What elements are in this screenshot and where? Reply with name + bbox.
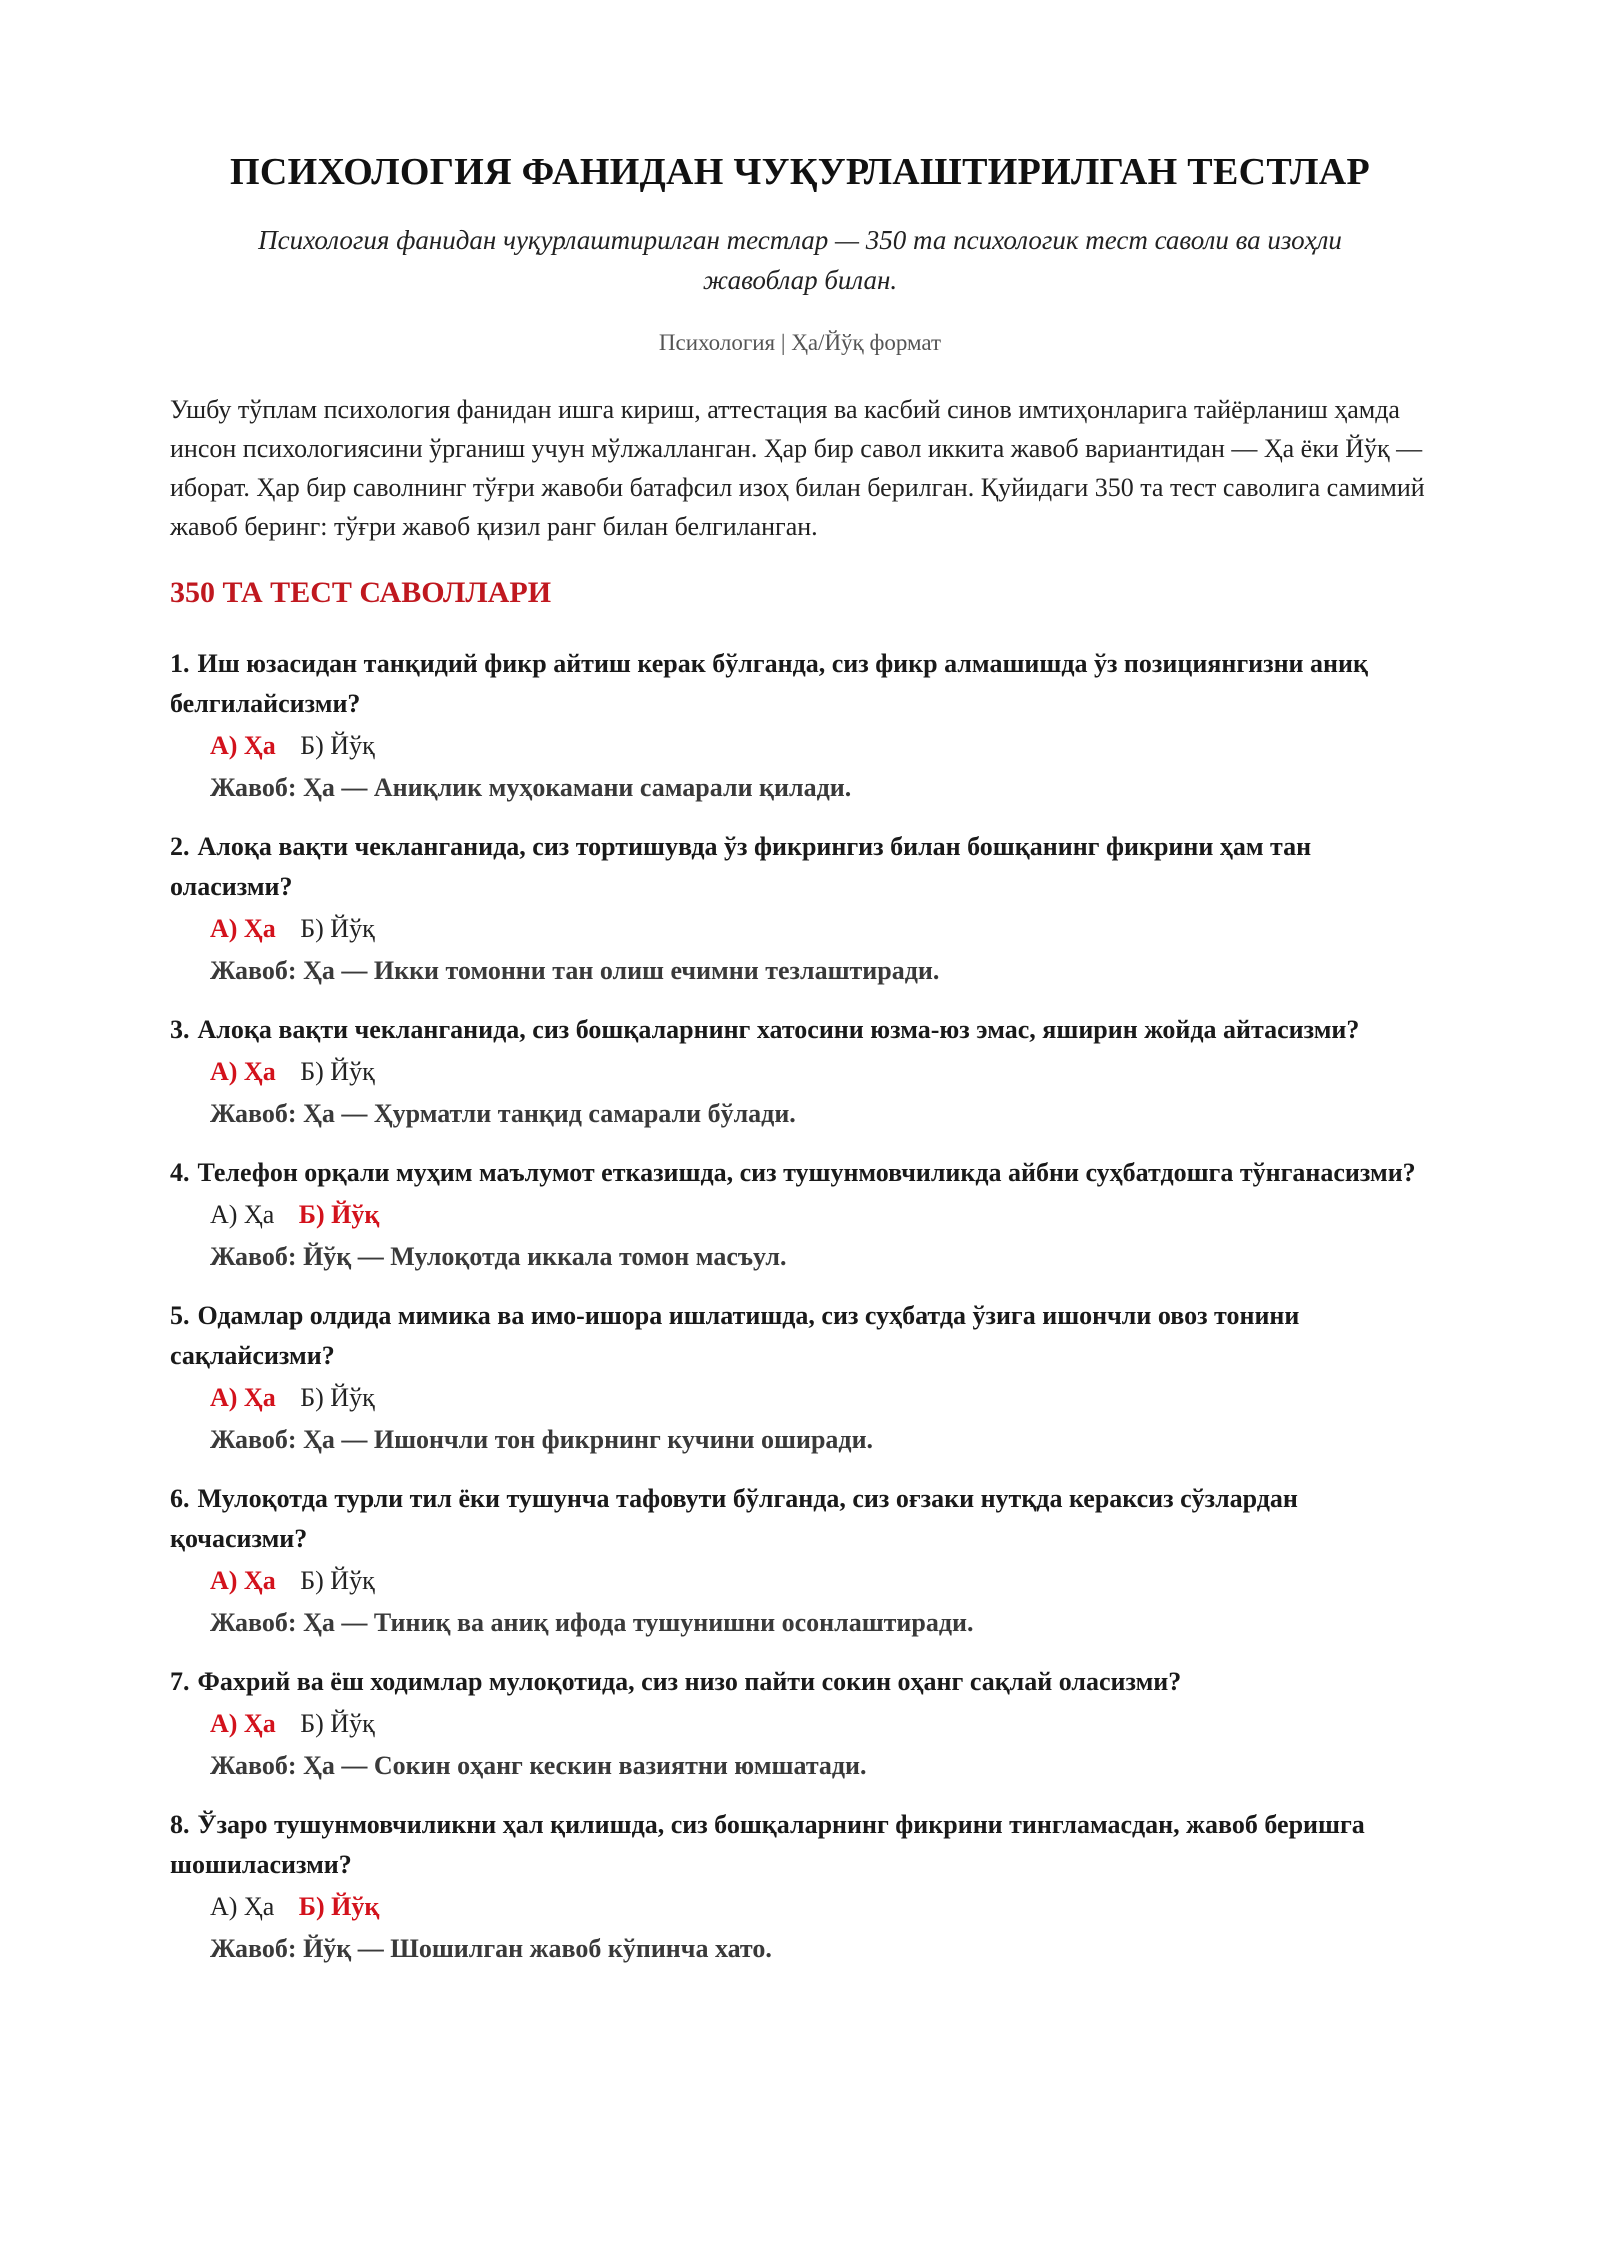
option-a: А) Ҳа: [210, 1709, 276, 1738]
question-options: [170, 1702, 1430, 1746]
answer-explanation: Жавоб: Ҳа — Икки томонни тан олиш ечимни тезлаштиради.: [210, 956, 940, 985]
question-body: Телефон орқали муҳим маълумот етказишда, сиз тушунмовчиликда айбни суҳбатдошга тўнганасизми?: [197, 1158, 1416, 1187]
question-item: [170, 1153, 1430, 1277]
intro-paragraph: Ушбу тўплам психология фанидан ишга кириш, аттестация ва касбий синов имтиҳонларига тайёрланиш ҳамда инсон психологиясини ўрганиш учун мўлжалланган. Ҳар бир савол иккита жавоб вариантидан — Ҳа ёки Йўқ — иборат. Ҳар бир саволнинг тўғри жавоби батафсил изоҳ билан берилган. Қуйидаги 350 та тест саволига самимий жавоб беринг: тўғри жавоб қизил ранг билан белгиланган.: [170, 395, 1425, 541]
question-text: [170, 1479, 1430, 1559]
question-options: [170, 907, 1430, 951]
question-options: [170, 1193, 1430, 1237]
question-item: [170, 1662, 1430, 1786]
option-b: Б) Йўқ: [298, 1892, 380, 1921]
option-b: Б) Йўқ: [300, 914, 375, 943]
answer-explanation: Жавоб: Ҳа — Тиниқ ва аниқ ифода тушунишни осонлаштиради.: [210, 1608, 974, 1637]
question-number: 5.: [170, 1301, 190, 1330]
question-item: [170, 827, 1430, 991]
option-b: Б) Йўқ: [300, 1383, 375, 1412]
question-options: [170, 1050, 1430, 1094]
question-number: 7.: [170, 1667, 190, 1696]
question-number: 2.: [170, 832, 190, 861]
question-number: 8.: [170, 1810, 190, 1839]
option-a: А) Ҳа: [210, 1200, 275, 1229]
option-a: А) Ҳа: [210, 914, 276, 943]
answer-explanation: Жавоб: Ҳа — Ҳурматли танқид самарали бўлади.: [210, 1099, 796, 1128]
question-text: [170, 1805, 1430, 1885]
option-b: Б) Йўқ: [300, 731, 375, 760]
question-item: [170, 1010, 1430, 1134]
question-item: [170, 644, 1430, 808]
questions-list: [170, 644, 1430, 1969]
question-options: [170, 1559, 1430, 1603]
option-b: Б) Йўқ: [300, 1566, 375, 1595]
option-a: А) Ҳа: [210, 1566, 276, 1595]
option-a: А) Ҳа: [210, 731, 276, 760]
question-text: [170, 1010, 1430, 1050]
question-body: Иш юзасидан танқидий фикр айтиш керак бўлганда, сиз фикр алмашишда ўз позициянгизни аниқ белгилайсизми?: [170, 649, 1368, 718]
question-item: [170, 1296, 1430, 1460]
question-body: Ўзаро тушунмовчиликни ҳал қилишда, сиз бошқаларнинг фикрини тингламасдан, жавоб беришга шошиласизми?: [170, 1810, 1365, 1879]
question-text: [170, 644, 1430, 724]
question-options: [170, 1885, 1430, 1929]
option-a: А) Ҳа: [210, 1892, 275, 1921]
question-options: [170, 1376, 1430, 1420]
page-subtitle: Психология фанидан чуқурлаштирилган тестлар — 350 та психологик тест саволи ва изоҳли жавоблар билан.: [258, 225, 1342, 295]
option-b: Б) Йўқ: [300, 1057, 375, 1086]
option-a: А) Ҳа: [210, 1057, 276, 1086]
question-body: Мулоқотда турли тил ёки тушунча тафовути бўлганда, сиз оғзаки нутқда кераксиз сўзлардан қочасизми?: [170, 1484, 1298, 1553]
question-text: [170, 1662, 1430, 1702]
option-b: Б) Йўқ: [300, 1709, 375, 1738]
question-item: [170, 1479, 1430, 1643]
answer-explanation: Жавоб: Ҳа — Сокин оҳанг кескин вазиятни юмшатади.: [210, 1751, 867, 1780]
question-body: Алоқа вақти чекланганида, сиз бошқаларнинг хатосини юзма-юз эмас, яширин жойда айтасизми?: [197, 1015, 1360, 1044]
question-text: [170, 827, 1430, 907]
section-title: 350 ТА ТЕСТ САВОЛЛАРИ: [170, 576, 552, 609]
question-body: Алоқа вақти чекланганида, сиз тортишувда ўз фикрингиз билан бошқанинг фикрини ҳам тан оласизми?: [170, 832, 1312, 901]
question-options: [170, 724, 1430, 768]
question-number: 6.: [170, 1484, 190, 1513]
question-number: 1.: [170, 649, 190, 678]
question-body: Одамлар олдида мимика ва имо-ишора ишлатишда, сиз суҳбатда ўзига ишончли овоз тонини сақлайсизми?: [170, 1301, 1300, 1370]
question-number: 3.: [170, 1015, 190, 1044]
page-meta: Психология | Ҳа/Йўқ формат: [658, 330, 942, 355]
question-number: 4.: [170, 1158, 190, 1187]
option-b: Б) Йўқ: [298, 1200, 380, 1229]
answer-explanation: Жавоб: Ҳа — Аниқлик муҳокамани самарали қилади.: [210, 773, 852, 802]
question-text: [170, 1296, 1430, 1376]
question-body: Фахрий ва ёш ходимлар мулоқотида, сиз низо пайти сокин оҳанг сақлай оласизми?: [197, 1667, 1182, 1696]
answer-explanation: Жавоб: Ҳа — Ишончли тон фикрнинг кучини оширади.: [210, 1425, 874, 1454]
question-item: [170, 1805, 1430, 1969]
page-title: ПСИХОЛОГИЯ ФАНИДАН ЧУҚУРЛАШТИРИЛГАН ТЕСТЛАР: [230, 151, 1370, 193]
option-a: А) Ҳа: [210, 1383, 276, 1412]
answer-explanation: Жавоб: Йўқ — Мулоқотда иккала томон масъул.: [210, 1242, 787, 1271]
question-text: [170, 1153, 1430, 1193]
answer-explanation: Жавоб: Йўқ — Шошилган жавоб кўпинча хато.: [210, 1934, 772, 1963]
